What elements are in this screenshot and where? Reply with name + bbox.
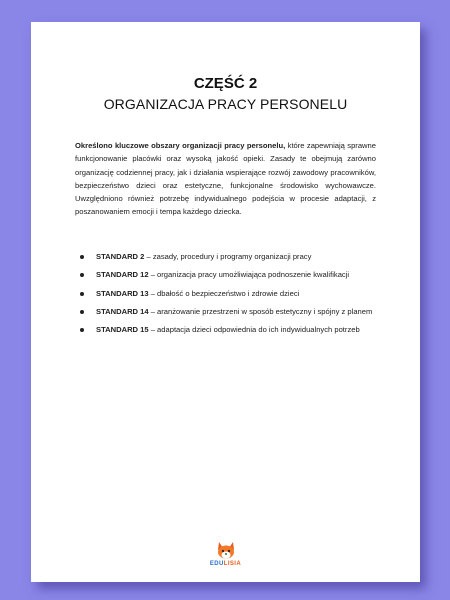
standard-code: STANDARD 14 [96,306,149,316]
standard-code: STANDARD 13 [96,288,149,298]
bullet-icon [80,273,84,277]
standard-text: – aranżowanie przestrzeni w sposób estetyczny i spójny z planem [148,306,373,316]
intro-lead: Określono kluczowe obszary organizacji pracy personelu, [75,141,286,150]
standard-text: – zasady, procedury i programy organizacji pracy [144,252,312,261]
intro-paragraph [75,139,376,219]
document-page [31,22,420,582]
standard-code: STANDARD 12 [96,270,149,280]
bullet-icon [80,292,84,296]
list-item [75,287,376,300]
standard-text: – organizacja pracy umożliwiająca podnoszenie kwalifikacji [148,270,350,280]
logo-text: EDULISIA [209,561,242,567]
list-item [75,323,376,336]
standard-code: STANDARD 2 [96,252,145,261]
bullet-icon [80,328,84,332]
part-title: CZĘŚĆ 2 [193,75,258,92]
bullet-icon [80,310,84,314]
list-item [75,305,376,318]
edulisia-logo [31,540,420,568]
intro-rest: które zapewniają sprawne funkcjonowanie placówki oraz wysoką jakość opieki. Zasady te obejmują zarówno organizację codziennej pracy, jak i działania wspierające rozwój zawodowy pracowników, bezpieczeństwo dzieci oraz estetyczne, funkcjonalne środowisko wychowawcze. Uwzględniono również potrzebę indywidualnego podejścia w procesie adaptacji, z poszanowaniem emocji i tempa każdego dziecka. [75,141,376,217]
list-item [75,268,376,281]
section-title: ORGANIZACJA PRACY PERSONELU [103,96,348,112]
standards-list [75,250,376,341]
bullet-icon [80,255,84,259]
standard-code: STANDARD 15 [96,325,149,335]
standard-text: – dbałość o bezpieczeństwo i zdrowie dzieci [148,288,300,298]
standard-text: – adaptacja dzieci odpowiednia do ich indywidualnych potrzeb [148,325,360,335]
list-item [75,250,376,263]
fox-icon [214,540,238,560]
